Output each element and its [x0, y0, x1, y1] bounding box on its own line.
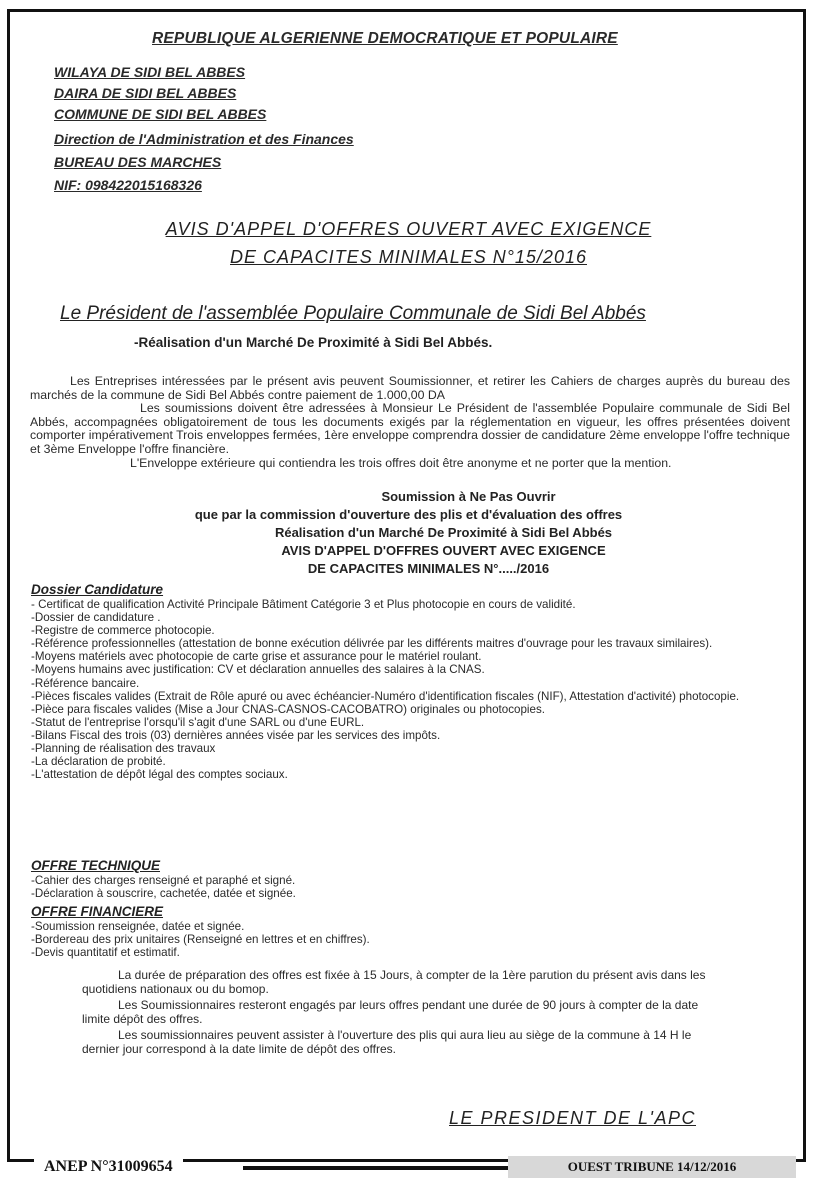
list-item: -Moyens matériels avec photocopie de carte grise et assurance pour le matériel roulant. [31, 650, 482, 664]
list-item: -Devis quantitatif et estimatif. [31, 946, 180, 960]
financiere-list [31, 920, 791, 959]
avis-title-line1: AVIS D'APPEL D'OFFRES OUVERT AVEC EXIGENCE [165, 219, 652, 239]
daira-line: DAIRA DE SIDI BEL ABBES [54, 85, 237, 101]
list-item: -Référence bancaire. [31, 676, 140, 690]
list-item: -Registre de commerce photocopie. [31, 624, 215, 638]
list-item: -Planning de réalisation des travaux [31, 742, 216, 756]
nif-line: NIF: 098422015168326 [54, 177, 202, 193]
intro-paragraphs [30, 375, 790, 470]
list-item: -Pièces fiscales valides (Extrait de Rôle apuré ou avec échéancier-Numéro d'identification fiscales (NIF), Attestation d'activité) photocopie. [31, 689, 740, 703]
mention-line4: AVIS D'APPEL D'OFFRES OUVERT AVEC EXIGENCE [281, 543, 606, 558]
direction-line: Direction de l'Administration et des Finances [54, 131, 354, 147]
closing-paragraphs [82, 968, 722, 1058]
anep-reference: ANEP N°31009654 [34, 1158, 183, 1176]
closing-p3: Les soumissionnaires peuvent assister à l'ouverture des plis qui aura lieu au siège de la commune à 14 H le dernier jour correspond à la date limite de dépôt des offres. [82, 1028, 692, 1056]
tender-notice [22, 22, 795, 1152]
avis-title-line2: DE CAPACITES MINIMALES N°15/2016 [230, 247, 587, 267]
bureau-line: BUREAU DES MARCHES [54, 154, 222, 170]
intro-p1: Les Entreprises intéressées par le présent avis peuvent Soumissionner, et retirer les Cahiers de charges auprès du bureau des marchés de la commune de Sidi Bel Abbés contre paiement de 1.000,00 DA [30, 374, 790, 402]
technique-heading: OFFRE TECHNIQUE [31, 858, 161, 873]
intro-p2: Les soumissions doivent être adressées à Monsieur Le Président de l'assemblée Populaire communale de Sidi Bel Abbés, accompagnées obligatoirement de tous les documents exigés par la réglementation en vigueur, les offres présentées doivent comporter impérativement Trois enveloppes fermées, 1ère enveloppe comprendra dossier de candidature 2ème enveloppe l'offre technique et 3ème Enveloppe l'offre financière. [30, 401, 790, 456]
list-item: -Référence professionnelles (attestation de bonne exécution délivrée par les différents maitres d'ouvrage pour les travaux similaires). [31, 637, 713, 651]
mention-line3: Réalisation d'un Marché De Proximité à Sidi Bel Abbés [274, 525, 613, 540]
list-item: -La déclaration de probité. [31, 755, 166, 769]
list-item: - Certificat de qualification Activité Principale Bâtiment Catégorie 3 et Plus photocopie en cours de validité. [31, 598, 576, 611]
list-item: -Cahier des charges renseigné et paraphé et signé. [31, 874, 296, 887]
list-item: -Pièce para fiscales valides (Mise a Jour CNAS-CASNOS-CACOBATRO) originales ou photocopies. [31, 702, 545, 716]
list-item: -Moyens humains avec justification: CV et déclaration annuelles des salaires à la CNAS. [31, 663, 485, 677]
list-item: -Soumission renseignée, datée et signée. [31, 920, 245, 933]
list-item: -Déclaration à souscrire, cachetée, datée et signée. [31, 887, 296, 901]
mention-line2: que par la commission d'ouverture des plis et d'évaluation des offres [194, 507, 623, 522]
footer-divider [243, 1166, 508, 1170]
intro-p3: L'Enveloppe extérieure qui contiendra les trois offres doit être anonyme et ne porter que la mention. [130, 455, 672, 470]
mention-line5: DE CAPACITES MINIMALES N°...../2016 [307, 561, 550, 576]
republic-title: REPUBLIQUE ALGERIENNE DEMOCRATIQUE ET POPULAIRE [152, 30, 618, 47]
list-item: -Bordereau des prix unitaires (Renseigné en lettres et en chiffres). [31, 933, 370, 947]
mention-line1: Soumission à Ne Pas Ouvrir [381, 489, 556, 504]
newspaper-date: OUEST TRIBUNE 14/12/2016 [508, 1156, 796, 1178]
commune-line: COMMUNE DE SIDI BEL ABBES [54, 106, 267, 122]
list-item: -Statut de l'entreprise l'orsqu'il s'agit d'une SARL ou d'une EURL. [31, 715, 365, 729]
signature: LE PRESIDENT DE L'APC [449, 1108, 696, 1128]
closing-p1: La durée de préparation des offres est fixée à 15 Jours, à compter de la 1ère parution du présent avis dans les quotidiens nationaux ou du bomop. [82, 968, 706, 996]
list-item: -Bilans Fiscal des trois (03) dernières années visée par les services des impôts. [31, 728, 441, 742]
dossier-list [31, 598, 791, 781]
list-item: -L'attestation de dépôt légal des comptes sociaux. [31, 768, 288, 782]
project-title: -Réalisation d'un Marché De Proximité à Sidi Bel Abbés. [134, 335, 493, 350]
wilaya-line: WILAYA DE SIDI BEL ABBES [54, 64, 246, 80]
list-item: -Dossier de candidature . [31, 611, 161, 625]
technique-list [31, 874, 791, 900]
closing-p2: Les Soumissionnaires resteront engagés par leurs offres pendant une durée de 90 jours à compter de la date limite dépôt des offres. [82, 998, 699, 1026]
dossier-heading: Dossier Candidature [31, 582, 164, 597]
financiere-heading: OFFRE FINANCIERE [31, 904, 164, 919]
president-heading: Le Président de l'assemblée Populaire Communale de Sidi Bel Abbés [60, 303, 646, 324]
